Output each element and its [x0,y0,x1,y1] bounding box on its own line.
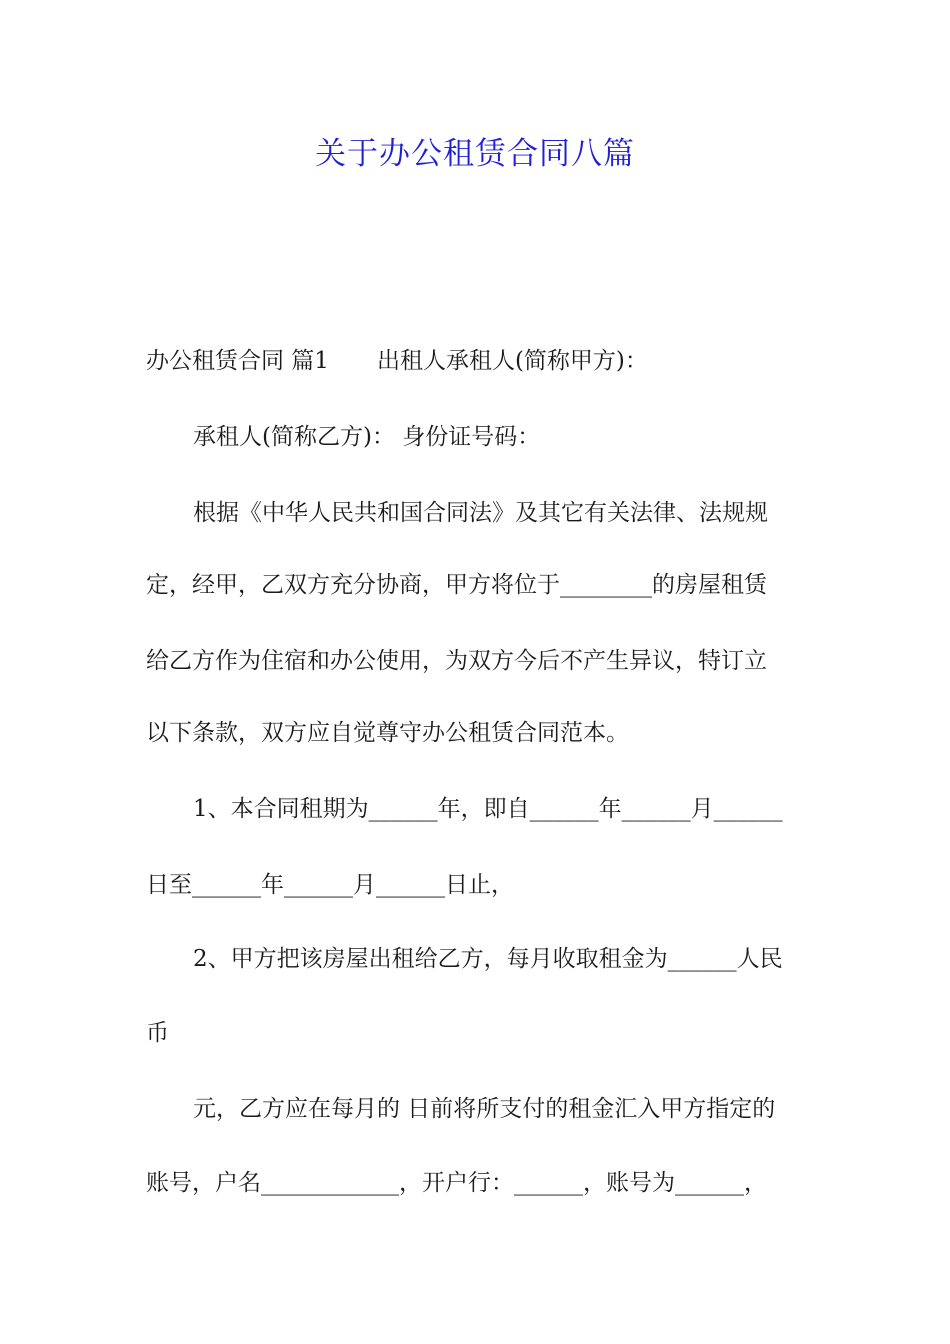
paragraph-line: 账号，户名____________，开户行：______，账号为______， [146,1170,767,1196]
document-title: 关于办公租赁合同八篇 [315,136,635,172]
paragraph-line: 以下条款，双方应自觉尊守办公租赁合同范本。 [146,720,629,746]
section-heading: 办公租赁合同 篇1 [146,348,329,374]
paragraph-line: 根据《中华人民共和国合同法》及其它有关法律、法规规 [193,500,768,526]
section-heading-line [146,346,816,376]
paragraph-line: 给乙方作为住宿和办公使用，为双方今后不产生异议，特订立 [146,648,767,674]
paragraph-line: 币 [146,1020,169,1046]
paragraph-line: 2、甲方把该房屋出租给乙方，每月收取租金为______人民 [193,946,783,972]
lessor-label: 出租人承租人(简称甲方)： [376,348,648,374]
paragraph-line: 1、本合同租期为______年，即自______年______月______ [193,796,783,822]
paragraph-line: 元，乙方应在每月的 日前将所支付的租金汇入甲方指定的 [193,1096,776,1122]
paragraph-line: 日至______年______月______日止， [146,872,514,898]
paragraph-line: 定，经甲，乙双方充分协商，甲方将位于________的房屋租赁 [146,572,767,598]
paragraph-line: 承租人(简称乙方)： 身份证号码： [193,424,541,450]
